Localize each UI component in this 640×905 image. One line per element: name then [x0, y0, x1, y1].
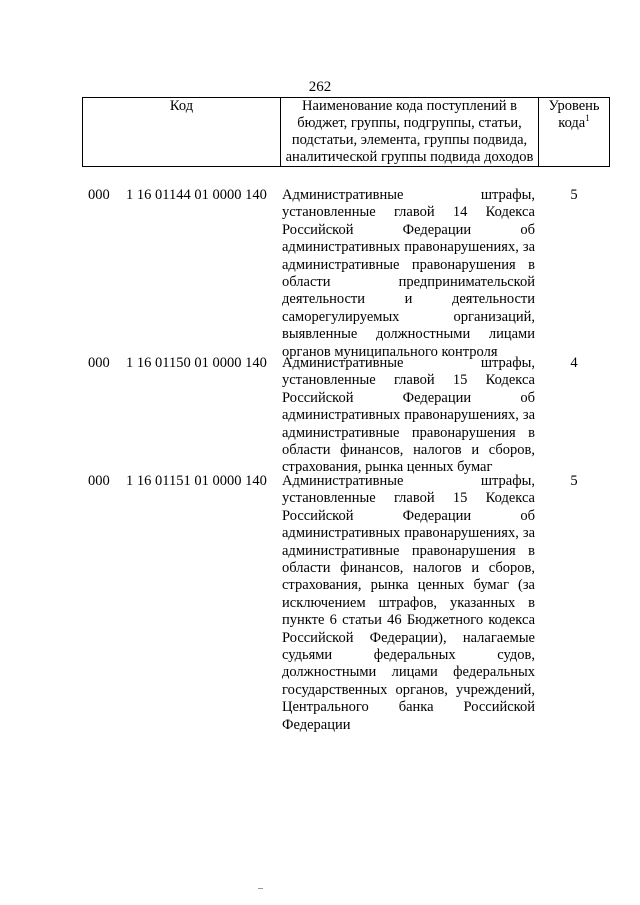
admin-code: 000: [88, 355, 110, 371]
header-level-text: Уровень кода: [548, 98, 600, 131]
kbk-code: 1 16 01144 01 0000 140: [126, 187, 267, 203]
admin-code: 000: [88, 187, 110, 203]
admin-code: 000: [88, 473, 110, 489]
income-name: Административные штрафы, установленные главой 15 Кодекса Российской Федерации об административных правонарушениях, за административные правонарушения в области финансов, налогов и сборов, страхования, рынка ценных бумаг: [282, 355, 535, 476]
scan-artifact: [258, 888, 263, 889]
code-level: 5: [570, 473, 578, 489]
kbk-code: 1 16 01150 01 0000 140: [126, 355, 267, 371]
income-name: Административные штрафы, установленные главой 15 Кодекса Российской Федерации об административных правонарушениях, за административные правонарушения в области финансов, налогов и сборов, страхования, рынка ценных бумаг (за исключением штрафов, указанных в пункте 6 статьи 46 Бюджетного кодекса Российской Федерации), налагаемые судьями федеральных судов, должностными лицами федеральных государственных органов, учреждений, Центрального банка Российской Федерации: [282, 473, 535, 733]
header-code: Код: [83, 98, 281, 167]
kbk-code: 1 16 01151 01 0000 140: [126, 473, 267, 489]
income-name: Административные штрафы, установленные главой 14 Кодекса Российской Федерации об административных правонарушениях, за административные правонарушения в области предпринимательской деятельности и деятельности саморегулируемых организаций, выявленные должностными лицами органов муниципального контроля: [282, 187, 535, 360]
header-level: [539, 98, 610, 167]
table-header: [82, 97, 610, 167]
code-level: 5: [570, 187, 578, 203]
code-level: 4: [570, 355, 578, 371]
footnote-marker: 1: [585, 113, 590, 124]
page-number: 262: [308, 79, 332, 95]
header-name: Наименование кода поступлений в бюджет, группы, подгруппы, статьи, подстатьи, элемента, группы подвида, аналитической группы подвида доходов: [281, 98, 539, 167]
